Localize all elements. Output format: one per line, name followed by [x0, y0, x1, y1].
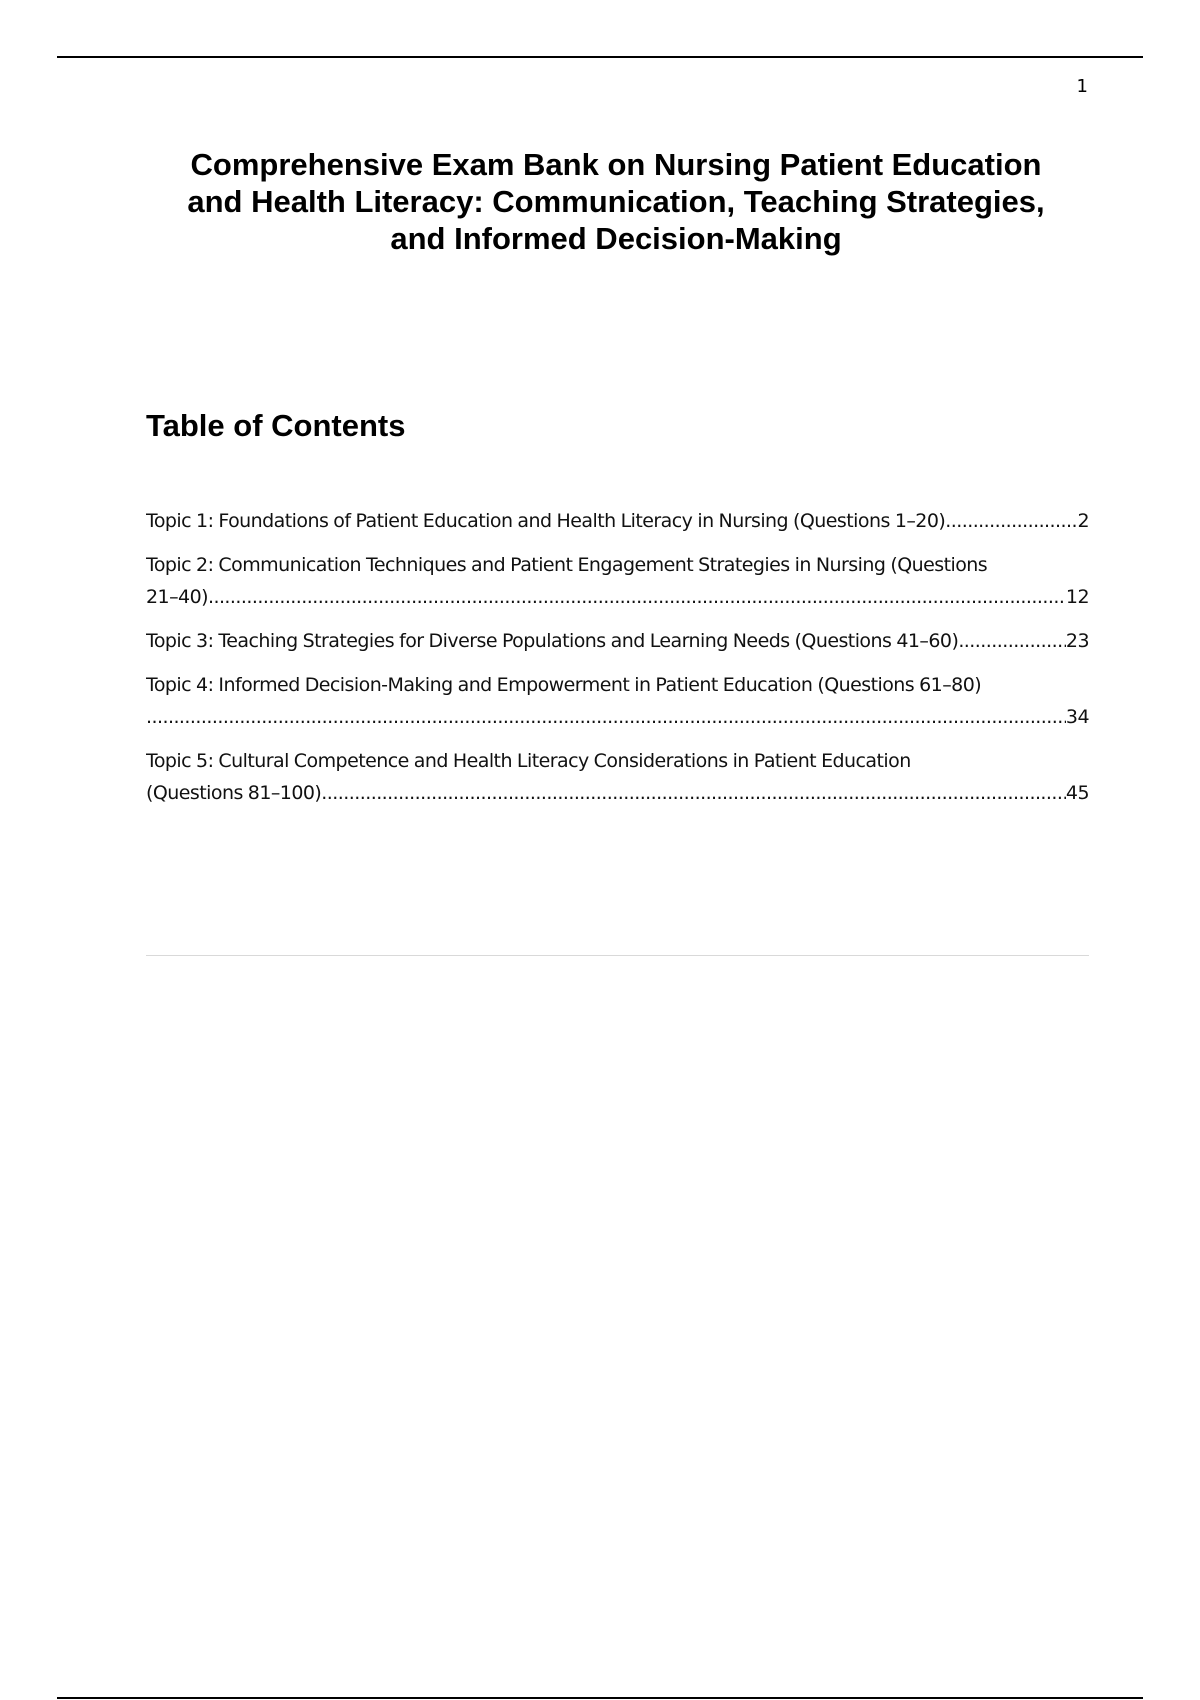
toc-entry-title: Topic 1: Foundations of Patient Education and Health Literacy in Nursing (Questions 1–20): [146, 510, 946, 532]
toc-entry-leader-line: [146, 581, 1089, 613]
dot-leader: [958, 625, 1066, 657]
toc-entry-title-line-2: (Questions 81–100): [146, 782, 322, 804]
toc-entry-page: 34: [1065, 706, 1089, 728]
toc-entry-topic-2[interactable]: [146, 549, 1089, 613]
toc-entry-topic-5[interactable]: [146, 745, 1089, 809]
toc-entry-topic-4[interactable]: [146, 669, 1089, 733]
document-title: [146, 146, 1086, 257]
toc-entry-page: 2: [1077, 510, 1089, 532]
toc-entry-topic-3[interactable]: [146, 625, 1089, 657]
toc-entry-title-line-1: Topic 4: Informed Decision-Making and Empowerment in Patient Education (Questions 61–80): [146, 674, 982, 696]
toc-entry-leader-line: [146, 625, 1089, 657]
toc-entry-page: 45: [1065, 782, 1089, 804]
footer-rule: [57, 1697, 1143, 1699]
toc-entry-topic-1[interactable]: [146, 505, 1089, 537]
title-line-3: and Informed Decision-Making: [390, 221, 842, 256]
page-number: 1: [1076, 76, 1088, 97]
toc-heading: Table of Contents: [146, 408, 406, 443]
toc-entry-title-line-1: Topic 5: Cultural Competence and Health Literacy Considerations in Patient Education: [146, 750, 911, 772]
toc-entry-title-line-1: Topic 2: Communication Techniques and Patient Engagement Strategies in Nursing (Questions: [146, 554, 988, 576]
toc-entry-leader-line: [146, 505, 1089, 537]
toc-entry-page: 12: [1065, 586, 1089, 608]
dot-leader: [208, 581, 1066, 613]
title-line-2: and Health Literacy: Communication, Teaching Strategies,: [187, 184, 1045, 219]
section-divider: [146, 955, 1089, 956]
toc-entry-title-line-2: 21–40): [146, 586, 208, 608]
toc-entry-leader-line: [146, 777, 1089, 809]
header-rule: [57, 56, 1143, 58]
dot-leader: [146, 701, 1066, 733]
dot-leader: [945, 505, 1077, 537]
table-of-contents: [146, 505, 1089, 821]
toc-entry-leader-line: [146, 701, 1089, 733]
title-line-1: Comprehensive Exam Bank on Nursing Patient Education: [190, 147, 1042, 182]
dot-leader: [321, 777, 1066, 809]
toc-entry-title: Topic 3: Teaching Strategies for Diverse Populations and Learning Needs (Questions 41–60): [146, 630, 959, 652]
toc-entry-page: 23: [1065, 630, 1089, 652]
